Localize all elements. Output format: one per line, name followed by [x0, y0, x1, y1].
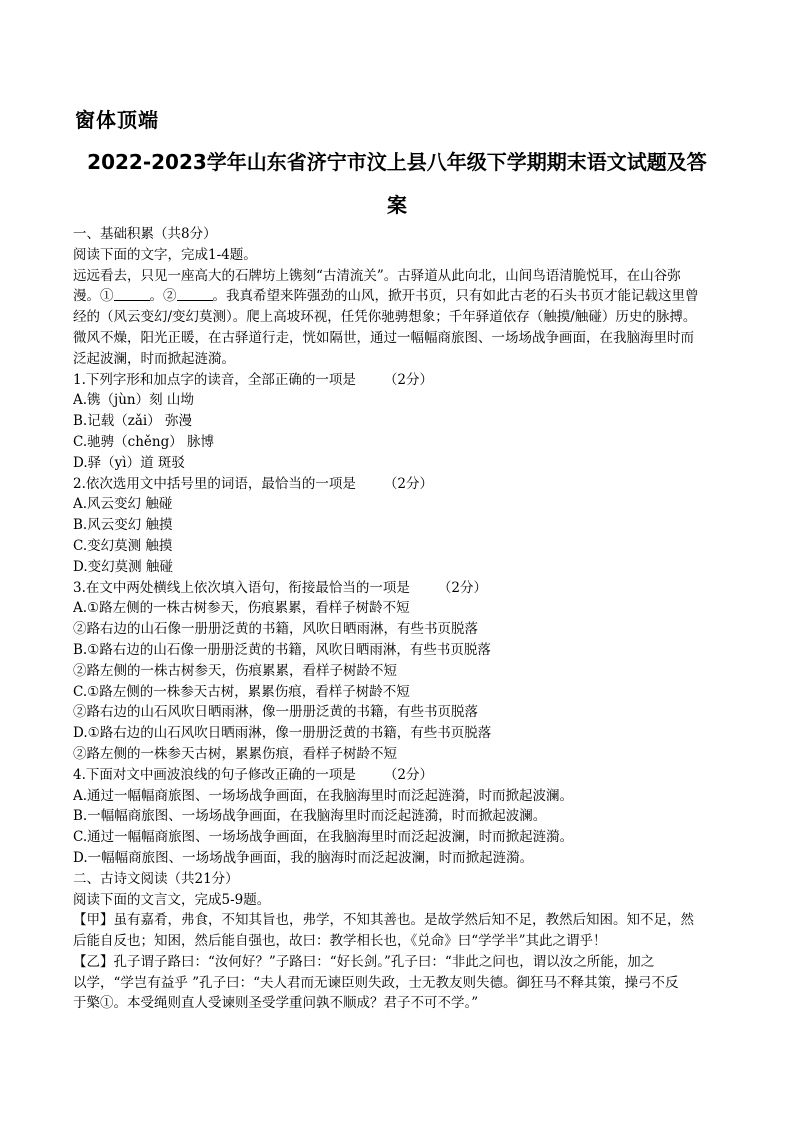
answer-option-line: B.①路右边的山石像一册册泛黄的书籍，风吹日晒雨淋，有些书页脱落	[73, 641, 491, 658]
question-points: （2分）	[383, 371, 433, 388]
answer-option: D.一幅幅商旅图、一场场战争画面，我的脑海时而泛起波澜，时而掀起涟漪。	[73, 849, 534, 866]
question-points: （2分）	[437, 579, 487, 596]
answer-option: A.镌（jùn）刻 山坳	[73, 392, 194, 409]
classical-text-line: 以学，“学岂有益乎 ”孔子曰：“夫人君而无谏臣则失政，士无教友则失德。御狂马不释其策，操弓不反	[73, 974, 679, 991]
fill-blank-1	[114, 287, 150, 301]
document-body	[73, 224, 723, 1014]
answer-option: A.通过一幅幅商旅图、一场场战争画面，在我脑海里时而泛起涟漪，时而掀起波澜。	[73, 787, 574, 804]
answer-option: C.驰骋（chěng） 脉博	[73, 433, 215, 450]
passage-line: 远远看去，只见一座高大的石牌坊上镌刻“古清流关”。古驿道从此向北，山间鸟语清脆悦耳，在山谷弥	[73, 267, 681, 284]
question-points: （2分）	[383, 475, 433, 492]
answer-option: D.变幻莫测 触碰	[73, 558, 173, 575]
answer-option-line: ②路左侧的一株参天古树，累累伤痕，看样子树龄不短	[73, 745, 397, 762]
question-points: （2分）	[383, 766, 433, 783]
question-2	[73, 474, 723, 495]
answer-option: C.变幻莫测 触摸	[73, 537, 173, 554]
section1-heading: 一、基础积累（共8分）	[73, 226, 217, 242]
question-stem: 1.下列字形和加点字的读音，全部正确的一项是	[73, 371, 356, 388]
answer-option-line: ②路右边的山石风吹日晒雨淋，像一册册泛黄的书籍，有些书页脱落	[73, 704, 478, 721]
form-top-label: 窗体顶端	[75, 108, 159, 132]
classical-text-line: 【乙】孔子谓子路曰：“汝何好？”子路曰：“好长剑。”孔子曰：“非此之问也，谓以汝之所能，加之	[73, 953, 655, 970]
answer-option: C.通过一幅幅商旅图、一场场战争画面，在我脑海里时而泛起波澜，时而掀起涟漪。	[73, 829, 574, 846]
answer-option: D.驿（yì）道 斑驳	[73, 454, 185, 471]
question-3	[73, 578, 723, 599]
answer-option-line: ②路右边的山石像一册册泛黄的书籍，风吹日晒雨淋，有些书页脱落	[73, 621, 478, 638]
document-title: 2022-2023学年山东省济宁市汶上县八年级下学期期末语文试题及答	[87, 150, 707, 174]
passage-text: 。②	[149, 288, 177, 305]
question-1	[73, 370, 723, 391]
answer-option: B.记载（zǎi） 弥漫	[73, 413, 192, 430]
answer-option: B.一幅幅商旅图、一场场战争画面，在我脑海里时而泛起涟漪，时而掀起波澜。	[73, 808, 547, 825]
question-stem: 4.下面对文中画波浪线的句子修改正确的一项是	[73, 766, 356, 783]
classical-text-line: 后能自反也；知困，然后能自强也，故曰：教学相长也，《兑命》曰“学学半”其此之谓乎！	[73, 933, 607, 950]
answer-option-line: A.①路左侧的一株古树参天，伤痕累累，看样子树龄不短	[73, 600, 410, 617]
answer-option: B.风云变幻 触摸	[73, 517, 173, 534]
passage-text: 。我真希望来阵强劲的山风，掀开书页，只有如此古老的石头书页才能记载这里曾	[212, 288, 699, 305]
document-title-continued: 案	[387, 193, 407, 217]
passage-line-with-blanks	[73, 286, 723, 307]
passage-line: 经的（风云变幻/变幻莫测）。爬上高坡环视，任凭你驰骋想象；千年驿道依存（触摸/触碰）历史的脉搏。	[73, 309, 697, 326]
passage-line: 泛起波澜，时而掀起涟漪。	[73, 350, 235, 367]
answer-option-line: D.①路右边的山石风吹日晒雨淋，像一册册泛黄的书籍，有些书页脱落	[73, 725, 492, 742]
section2-heading: 二、古诗文阅读（共21分）	[73, 870, 239, 887]
classical-text-line: 【甲】虽有嘉肴，弗食，不知其旨也，弗学，不知其善也。是故学然后知不足，教然后知困。知不足，然	[73, 912, 694, 929]
answer-option-line: ②路左侧的一株古树参天，伤痕累累，看样子树龄不短	[73, 662, 397, 679]
section2-instruction: 阅读下面的文言文，完成5-9题。	[73, 891, 271, 908]
classical-text-line: 于檠①。本受绳则直人受谏则圣受学重问孰不顺成？君子不可不学。”	[73, 995, 479, 1012]
question-4	[73, 765, 723, 786]
passage-line: 微风不燥，阳光正暖，在古驿道行走，恍如隔世，通过一幅幅商旅图、一场场战争画面，在我脑海里时而	[73, 329, 694, 346]
question-stem: 2.依次选用文中括号里的词语，最恰当的一项是	[73, 475, 356, 492]
section1-instruction: 阅读下面的文字，完成1-4题。	[73, 246, 257, 263]
answer-option: A.风云变幻 触碰	[73, 496, 173, 513]
answer-option-line: C.①路左侧的一株参天古树，累累伤痕，看样子树龄不短	[73, 683, 410, 700]
question-stem: 3.在文中两处横线上依次填入语句，衔接最恰当的一项是	[73, 579, 410, 596]
passage-text: 漫。①	[73, 288, 114, 305]
fill-blank-2	[177, 287, 213, 301]
